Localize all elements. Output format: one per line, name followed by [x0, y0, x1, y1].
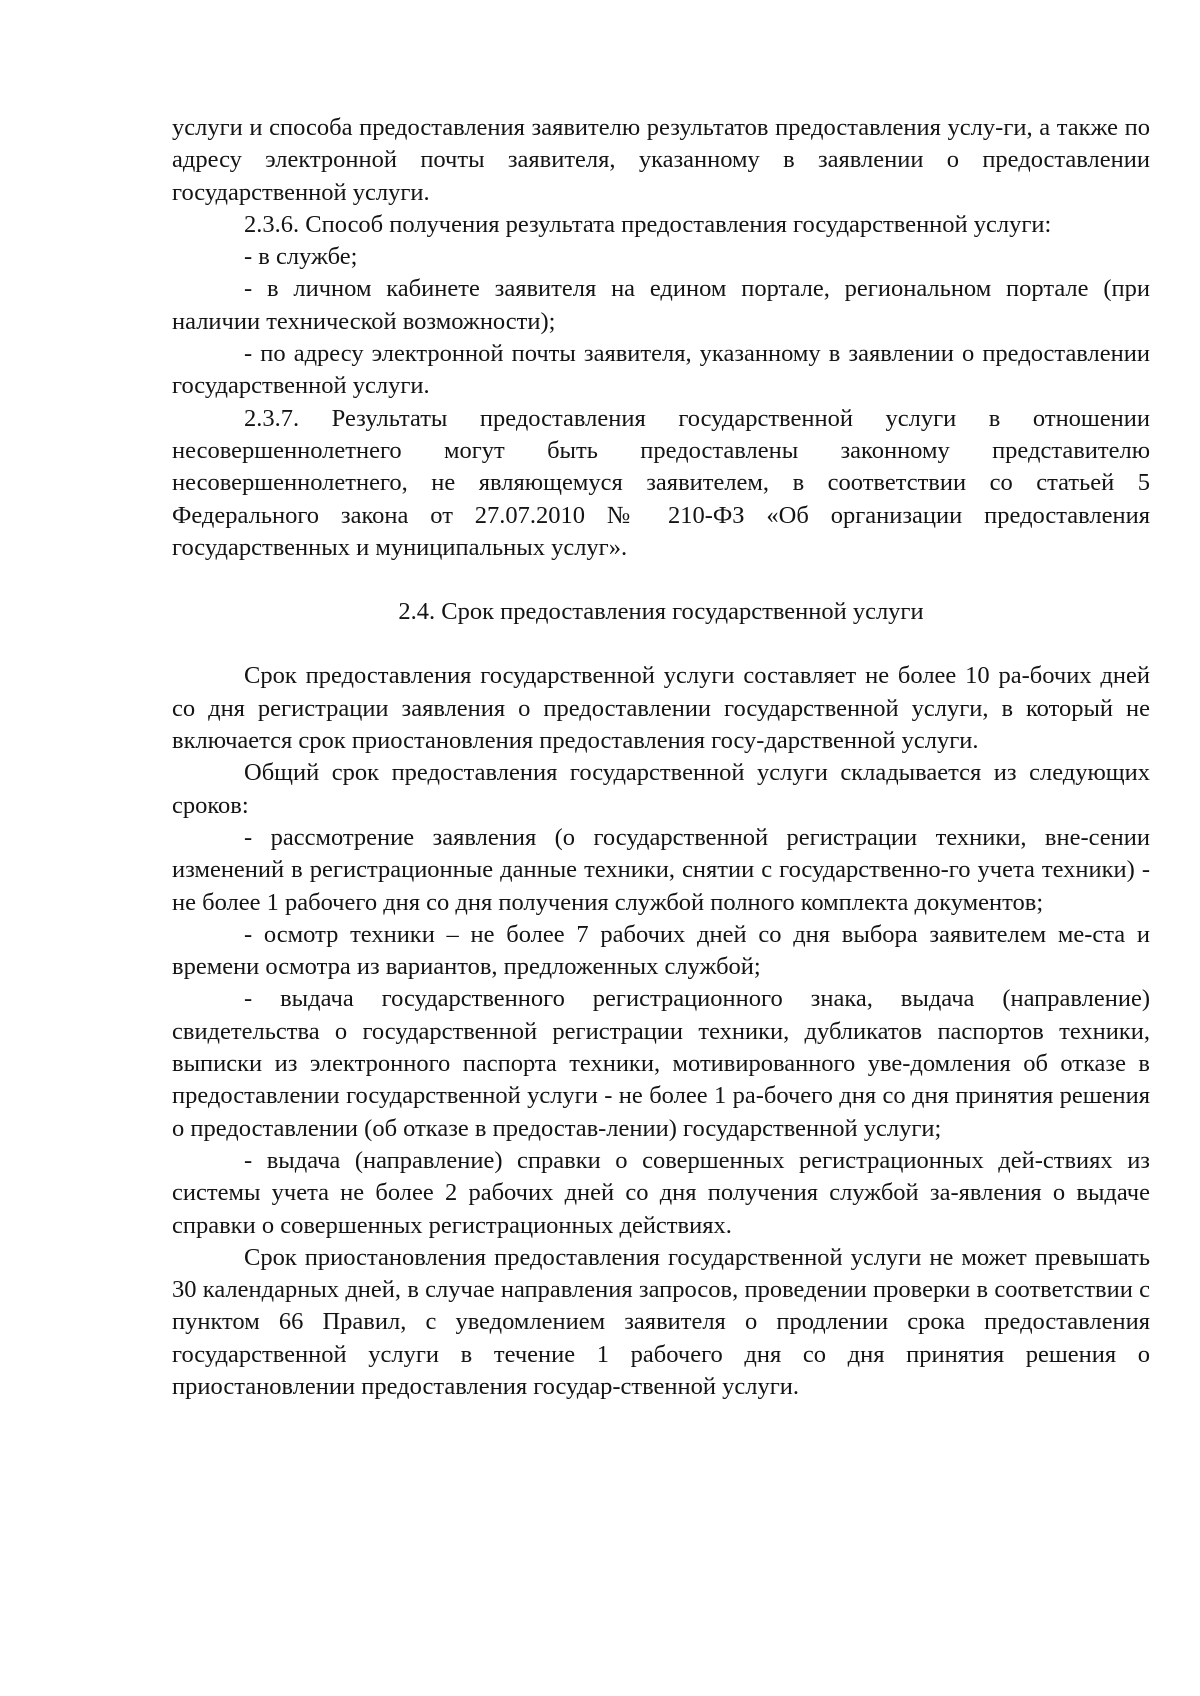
paragraph-continuation: услуги и способа предоставления заявителю результатов предоставления услу-ги, а также по адресу электронной почты заявителя, указанному в заявлении о предоставлении государственной услуги.	[172, 114, 1150, 206]
paragraph-2-3-7: 2.3.7. Результаты предоставления государственной услуги в отношении несовершеннолетнего могут быть предоставлены законному представителю несовершеннолетнего, не являющемуся заявителем, в соответствии со статьей 5 Федерального закона от 27.07.2010 № 210-ФЗ «Об организации предоставления государственных и муниципальных услуг».	[172, 404, 1150, 561]
paragraph-term: Срок предоставления государственной услуги составляет не более 10 ра-бочих дней со дня регистрации заявления о предоставлении государственной услуги, в который не включается срок приостановления предоставления госу-дарственной услуги.	[172, 662, 1150, 755]
list-item-personal-account: - в личном кабинете заявителя на едином портале, региональном портале (при наличии технической возможности);	[172, 275, 1150, 335]
paragraph-2-3-6: 2.3.6. Способ получения результата предоставления государственной услуги:	[244, 210, 1052, 238]
section-heading-2-4: 2.4. Срок предоставления государственной услуги	[398, 598, 924, 626]
list-item-issuance: - выдача государственного регистрационного знака, выдача (направление) свидетельства о государственной регистрации техники, дубликатов паспортов техники, выписки из электронного паспорта техники, мотивированного уве-домления об отказе в предоставлении государственной услуги - не более 1 ра-бочего дня со дня принятия решения о предоставлении (об отказе в предостав-лении) государственной услуги;	[172, 985, 1150, 1142]
list-item-review: - рассмотрение заявления (о государственной регистрации техники, вне-сении изменений в регистрационные данные техники, снятии с государственно-го учета техники) - не более 1 рабочего дня со дня получения службой полного комплекта документов;	[172, 823, 1150, 916]
list-item-inspection: - осмотр техники – не более 7 рабочих дней со дня выбора заявителем ме-ста и времени осмотра из вариантов, предложенных службой;	[172, 920, 1150, 981]
document-body	[172, 112, 1150, 1403]
paragraph-suspension: Срок приостановления предоставления государственной услуги не может превышать 30 календарных дней, в случае направления запросов, проведении проверки в соответствии с пунктом 66 Правил, с уведомлением заявителя о продлении срока предоставления государственной услуги в течение 1 рабочего дня со дня принятия решения о приостановлении предоставления государ-ственной услуги.	[172, 1243, 1150, 1400]
list-item-certificate: - выдача (направление) справки о совершенных регистрационных дей-ствиях из системы учета не более 2 рабочих дней со дня получения службой за-явления о выдаче справки о совершенных регистрационных действиях.	[172, 1146, 1150, 1239]
paragraph-total-term: Общий срок предоставления государственной услуги складывается из следующих сроков:	[172, 759, 1150, 819]
list-item-email: - по адресу электронной почты заявителя, указанному в заявлении о предоставлении государственной услуги.	[172, 340, 1150, 400]
list-item-in-service: - в службе;	[244, 243, 358, 271]
